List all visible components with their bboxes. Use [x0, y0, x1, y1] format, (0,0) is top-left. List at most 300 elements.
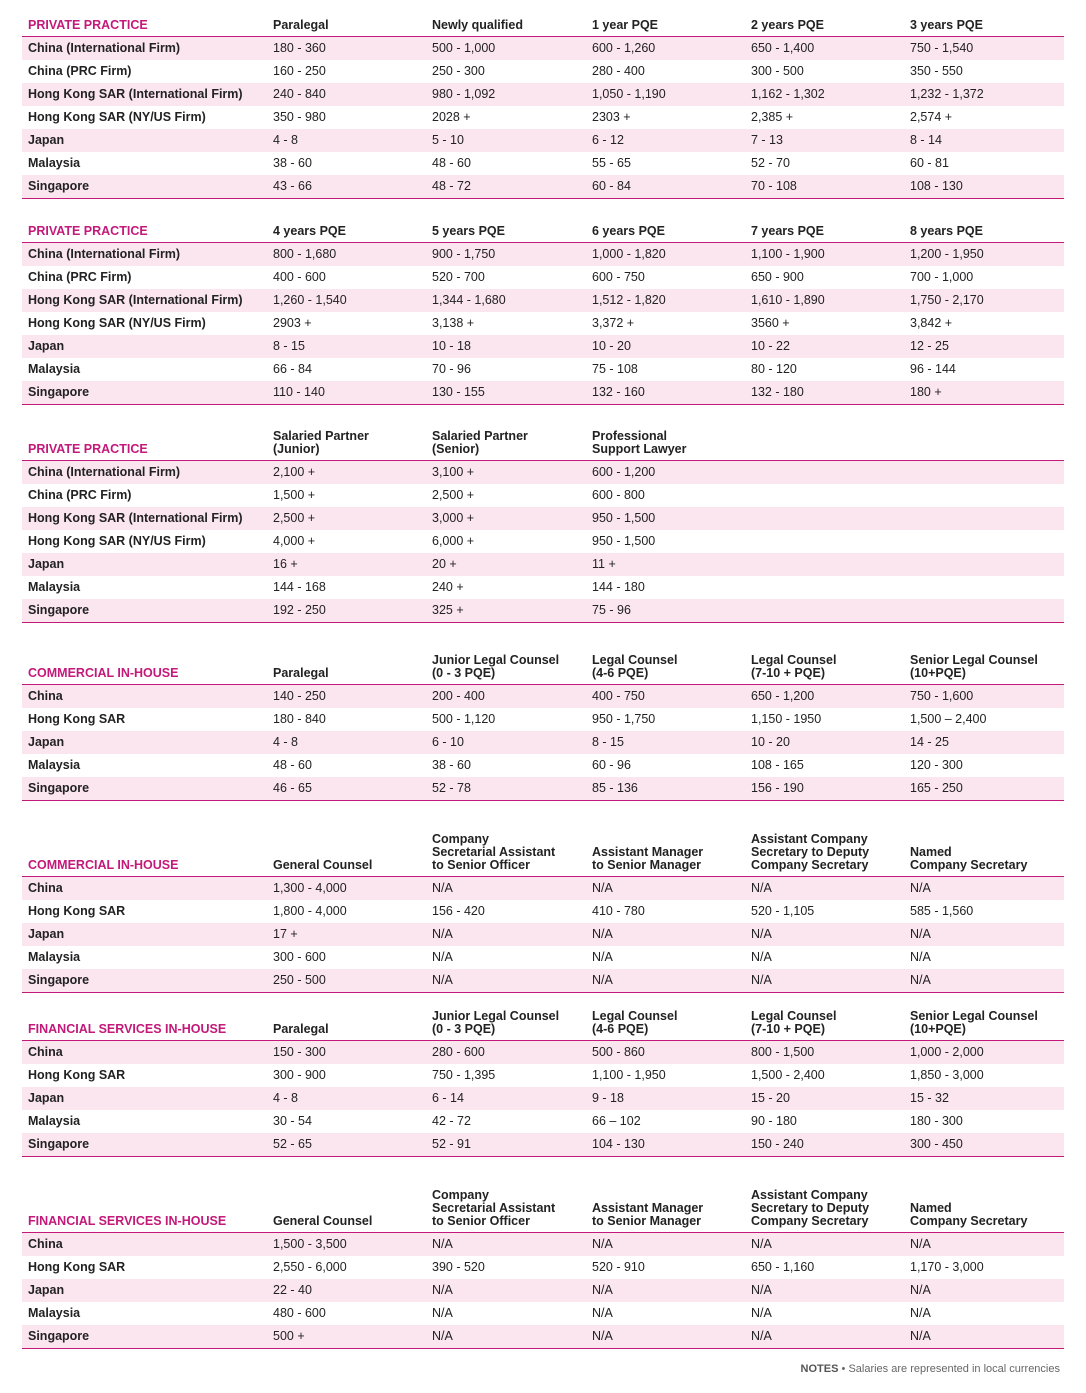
salary-cell: 14 - 25 — [910, 735, 949, 749]
row-label: Japan — [28, 1283, 65, 1297]
table-row-singapore — [22, 1133, 1064, 1156]
table-row-japan — [22, 335, 1064, 358]
salary-cell: 1,500 - 3,500 — [273, 1237, 347, 1251]
salary-cell: 15 - 32 — [910, 1091, 949, 1105]
column-header: Salaried Partner (Junior) — [273, 429, 369, 456]
salary-cell: 6 - 12 — [592, 133, 624, 147]
salary-cell: 400 - 600 — [273, 270, 326, 284]
notes-label: NOTES — [800, 1363, 839, 1375]
column-header: General Counsel — [273, 1214, 373, 1228]
row-label: Japan — [28, 735, 65, 749]
salary-cell: 1,500 - 2,400 — [751, 1068, 825, 1082]
salary-cell: 8 - 14 — [910, 133, 942, 147]
salary-cell: 240 + — [432, 580, 464, 594]
salary-cell: 600 - 750 — [592, 270, 645, 284]
row-label: Singapore — [28, 1329, 90, 1343]
table-header — [22, 648, 1064, 685]
salary-cell: 160 - 250 — [273, 64, 326, 78]
row-label: Hong Kong SAR — [28, 904, 126, 918]
row-label: Malaysia — [28, 362, 81, 376]
salary-cell: 48 - 72 — [432, 179, 471, 193]
salary-cell: N/A — [751, 973, 772, 987]
salary-cell: 10 - 22 — [751, 339, 790, 353]
salary-cell: 110 - 140 — [273, 385, 325, 399]
table-bottom-rule — [22, 800, 1064, 801]
column-header: 6 years PQE — [592, 224, 665, 238]
column-header: Paralegal — [273, 1022, 329, 1036]
salary-cell: N/A — [592, 973, 613, 987]
salary-cell: 55 - 65 — [592, 156, 631, 170]
table-row-singapore — [22, 599, 1064, 622]
salary-cell: 8 - 15 — [273, 339, 305, 353]
column-header: Paralegal — [273, 18, 329, 32]
row-label: Japan — [28, 557, 65, 571]
salary-cell: N/A — [910, 1237, 931, 1251]
salary-cell: 950 - 1,750 — [592, 712, 656, 726]
row-label: Singapore — [28, 179, 90, 193]
salary-cell: N/A — [432, 927, 453, 941]
column-header: 2 years PQE — [751, 18, 824, 32]
salary-cell: 4 - 8 — [273, 735, 299, 749]
salary-cell: 280 - 600 — [432, 1045, 485, 1059]
table-header — [22, 1180, 1064, 1233]
salary-cell: 150 - 240 — [751, 1137, 804, 1151]
salary-cell: 1,100 - 1,900 — [751, 247, 825, 261]
salary-cell: N/A — [751, 1283, 772, 1297]
row-label: Singapore — [28, 1137, 90, 1151]
row-label: Malaysia — [28, 758, 81, 772]
section-title: PRIVATE PRACTICE — [28, 18, 148, 32]
table-header — [22, 824, 1064, 877]
salary-cell: 7 - 13 — [751, 133, 783, 147]
salary-cell: 300 - 900 — [273, 1068, 326, 1082]
salary-cell: 48 - 60 — [432, 156, 471, 170]
column-header: 5 years PQE — [432, 224, 505, 238]
table-row-china — [22, 1041, 1064, 1064]
row-label: Singapore — [28, 781, 90, 795]
table-row-malaysia — [22, 754, 1064, 777]
table-bottom-rule — [22, 1156, 1064, 1157]
salary-cell: 1,500 – 2,400 — [910, 712, 987, 726]
salary-cell: 750 - 1,540 — [910, 41, 974, 55]
salary-cell: N/A — [592, 881, 613, 895]
column-header: 7 years PQE — [751, 224, 824, 238]
salary-cell: 585 - 1,560 — [910, 904, 974, 918]
salary-cell: 75 - 96 — [592, 603, 631, 617]
row-label: Japan — [28, 927, 65, 941]
salary-cell: 750 - 1,600 — [910, 689, 974, 703]
salary-cell: 390 - 520 — [432, 1260, 485, 1274]
salary-cell: 144 - 180 — [592, 580, 645, 594]
salary-cell: 17 + — [273, 927, 298, 941]
table-row-japan — [22, 1087, 1064, 1110]
salary-cell: N/A — [751, 1329, 772, 1343]
column-header: Junior Legal Counsel (0 - 3 PQE) — [432, 653, 560, 680]
table-row-china-international-firm — [22, 243, 1064, 266]
salary-cell: 38 - 60 — [432, 758, 471, 772]
salary-cell: N/A — [432, 881, 453, 895]
salary-cell: N/A — [592, 950, 613, 964]
table-row-hong-kong-sar-international-firm — [22, 289, 1064, 312]
table-row-malaysia — [22, 1302, 1064, 1325]
table-row-hong-kong-sar — [22, 900, 1064, 923]
notes-text: Salaries are represented in local currencies — [848, 1363, 1060, 1375]
salary-cell: 200 - 400 — [432, 689, 485, 703]
table-header — [22, 12, 1064, 37]
salary-cell: 70 - 96 — [432, 362, 471, 376]
salary-cell: 700 - 1,000 — [910, 270, 974, 284]
salary-cell: 350 - 550 — [910, 64, 963, 78]
table-row-malaysia — [22, 358, 1064, 381]
salary-table-5 — [22, 824, 1064, 993]
salary-cell: 11 + — [592, 557, 616, 571]
row-label: Japan — [28, 339, 65, 353]
salary-cell: 3,842 + — [910, 316, 953, 330]
column-header: Named Company Secretary — [910, 845, 1028, 872]
column-header: General Counsel — [273, 858, 373, 872]
salary-cell: 4,000 + — [273, 534, 316, 548]
salary-cell: 3,138 + — [432, 316, 475, 330]
row-label: Hong Kong SAR (International Firm) — [28, 87, 243, 101]
salary-cell: 300 - 450 — [910, 1137, 963, 1151]
salary-cell: 950 - 1,500 — [592, 534, 656, 548]
column-header: Company Secretarial Assistant to Senior Officer — [432, 832, 556, 872]
salary-cell: 8 - 15 — [592, 735, 624, 749]
salary-cell: 80 - 120 — [751, 362, 797, 376]
column-header: Assistant Company Secretary to Deputy Company Secretary — [751, 832, 870, 872]
salary-cell: 70 - 108 — [751, 179, 797, 193]
salary-cell: 1,050 - 1,190 — [592, 87, 666, 101]
salary-cell: 120 - 300 — [910, 758, 963, 772]
salary-cell: 10 - 18 — [432, 339, 471, 353]
column-header: Legal Counsel (4-6 PQE) — [592, 1009, 678, 1036]
salary-cell: 1,162 - 1,302 — [751, 87, 825, 101]
table-row-singapore — [22, 175, 1064, 198]
table-row-hong-kong-sar-international-firm — [22, 507, 1064, 530]
salary-cell: 42 - 72 — [432, 1114, 471, 1128]
salary-cell: N/A — [432, 1283, 453, 1297]
salary-cell: 1,000 - 2,000 — [910, 1045, 984, 1059]
row-label: China — [28, 1045, 63, 1059]
table-bottom-rule — [22, 1348, 1064, 1349]
row-label: Malaysia — [28, 950, 81, 964]
row-label: Japan — [28, 1091, 65, 1105]
column-header: Senior Legal Counsel (10+PQE) — [910, 1009, 1038, 1036]
salary-table-2 — [22, 218, 1064, 405]
salary-cell: 650 - 900 — [751, 270, 804, 284]
table-bottom-rule — [22, 198, 1064, 199]
column-header: Legal Counsel (4-6 PQE) — [592, 653, 678, 680]
column-header: Paralegal — [273, 666, 329, 680]
table-row-singapore — [22, 969, 1064, 992]
salary-cell: 52 - 65 — [273, 1137, 312, 1151]
column-header: Senior Legal Counsel (10+PQE) — [910, 653, 1038, 680]
salary-cell: 150 - 300 — [273, 1045, 326, 1059]
salary-cell: N/A — [432, 973, 453, 987]
salary-cell: 2,385 + — [751, 110, 794, 124]
salary-cell: 1,512 - 1,820 — [592, 293, 666, 307]
salary-cell: 6 - 10 — [432, 735, 464, 749]
salary-cell: 16 + — [273, 557, 298, 571]
salary-cell: 500 + — [273, 1329, 305, 1343]
salary-cell: 1,170 - 3,000 — [910, 1260, 984, 1274]
salary-cell: N/A — [432, 1306, 453, 1320]
salary-cell: 2,574 + — [910, 110, 953, 124]
table-row-singapore — [22, 1325, 1064, 1348]
salary-cell: 2303 + — [592, 110, 631, 124]
salary-cell: 48 - 60 — [273, 758, 312, 772]
salary-cell: 52 - 91 — [432, 1137, 471, 1151]
salary-cell: 400 - 750 — [592, 689, 645, 703]
salary-cell: 1,150 - 1950 — [751, 712, 822, 726]
salary-cell: 650 - 1,400 — [751, 41, 815, 55]
salary-cell: 4 - 8 — [273, 1091, 299, 1105]
table-row-japan — [22, 731, 1064, 754]
table-row-singapore — [22, 381, 1064, 404]
salary-cell: 85 - 136 — [592, 781, 638, 795]
salary-cell: N/A — [592, 1306, 613, 1320]
column-header: 3 years PQE — [910, 18, 983, 32]
row-label: Hong Kong SAR (NY/US Firm) — [28, 534, 206, 548]
salary-cell: 900 - 1,750 — [432, 247, 496, 261]
table-row-japan — [22, 129, 1064, 152]
salary-cell: 1,610 - 1,890 — [751, 293, 825, 307]
salary-cell: 3,000 + — [432, 511, 475, 525]
row-label: Malaysia — [28, 580, 81, 594]
table-row-china — [22, 1233, 1064, 1256]
salary-cell: 1,300 - 4,000 — [273, 881, 347, 895]
salary-cell: 9 - 18 — [592, 1091, 624, 1105]
salary-cell: 300 - 600 — [273, 950, 326, 964]
section-title: FINANCIAL SERVICES IN-HOUSE — [28, 1022, 227, 1036]
salary-cell: 52 - 70 — [751, 156, 790, 170]
salary-cell: 1,850 - 3,000 — [910, 1068, 984, 1082]
row-label: Hong Kong SAR (International Firm) — [28, 511, 243, 525]
salary-cell: 2,500 + — [432, 488, 475, 502]
salary-cell: 180 + — [910, 385, 942, 399]
table-row-japan — [22, 1279, 1064, 1302]
salary-cell: 980 - 1,092 — [432, 87, 496, 101]
salary-cell: 520 - 1,105 — [751, 904, 815, 918]
section-title: PRIVATE PRACTICE — [28, 442, 148, 456]
salary-cell: 1,260 - 1,540 — [273, 293, 347, 307]
salary-cell: 156 - 420 — [432, 904, 485, 918]
table-row-malaysia — [22, 576, 1064, 599]
salary-cell: N/A — [910, 881, 931, 895]
salary-cell: 600 - 1,260 — [592, 41, 656, 55]
salary-cell: N/A — [432, 1237, 453, 1251]
salary-cell: 180 - 300 — [910, 1114, 963, 1128]
salary-cell: 3,372 + — [592, 316, 635, 330]
salary-cell: N/A — [592, 1329, 613, 1343]
row-label: China (International Firm) — [28, 247, 181, 261]
salary-cell: 132 - 160 — [592, 385, 645, 399]
salary-cell: N/A — [910, 973, 931, 987]
salary-cell: N/A — [910, 950, 931, 964]
salary-cell: 156 - 190 — [751, 781, 804, 795]
row-label: China (International Firm) — [28, 465, 181, 479]
salary-cell: 46 - 65 — [273, 781, 312, 795]
salary-cell: 2,500 + — [273, 511, 316, 525]
table-row-hong-kong-sar — [22, 1256, 1064, 1279]
salary-cell: 43 - 66 — [273, 179, 312, 193]
salary-cell: 165 - 250 — [910, 781, 963, 795]
salary-table-1 — [22, 12, 1064, 199]
salary-cell: 96 - 144 — [910, 362, 956, 376]
row-label: Singapore — [28, 603, 90, 617]
row-label: Japan — [28, 133, 65, 147]
salary-cell: 1,800 - 4,000 — [273, 904, 347, 918]
row-label: Hong Kong SAR (NY/US Firm) — [28, 316, 206, 330]
row-label: China (PRC Firm) — [28, 270, 132, 284]
salary-cell: N/A — [592, 927, 613, 941]
table-row-hong-kong-sar — [22, 1064, 1064, 1087]
column-header: Named Company Secretary — [910, 1201, 1028, 1228]
salary-cell: 3560 + — [751, 316, 790, 330]
salary-cell: 410 - 780 — [592, 904, 645, 918]
salary-cell: N/A — [910, 1329, 931, 1343]
salary-cell: 2,550 - 6,000 — [273, 1260, 347, 1274]
salary-cell: 90 - 180 — [751, 1114, 797, 1128]
salary-cell: 20 + — [432, 557, 457, 571]
table-row-japan — [22, 923, 1064, 946]
column-header: Legal Counsel (7-10 + PQE) — [751, 1009, 837, 1036]
table-header — [22, 1004, 1064, 1041]
salary-table-3 — [22, 424, 1064, 623]
salary-cell: 1,750 - 2,170 — [910, 293, 984, 307]
salary-cell: 650 - 1,160 — [751, 1260, 815, 1274]
table-bottom-rule — [22, 404, 1064, 405]
section-title: COMMERCIAL IN-HOUSE — [28, 858, 179, 872]
table-row-hong-kong-sar-ny-us-firm — [22, 106, 1064, 129]
table-bottom-rule — [22, 992, 1064, 993]
salary-cell: 6 - 14 — [432, 1091, 464, 1105]
row-label: Hong Kong SAR (NY/US Firm) — [28, 110, 206, 124]
table-row-hong-kong-sar-ny-us-firm — [22, 312, 1064, 335]
table-bottom-rule — [22, 622, 1064, 623]
salary-cell: 15 - 20 — [751, 1091, 790, 1105]
table-row-malaysia — [22, 1110, 1064, 1133]
salary-cell: 750 - 1,395 — [432, 1068, 496, 1082]
salary-cell: 5 - 10 — [432, 133, 464, 147]
salary-cell: 66 – 102 — [592, 1114, 641, 1128]
salary-cell: 250 - 300 — [432, 64, 485, 78]
column-header: Salaried Partner (Senior) — [432, 429, 528, 456]
notes — [801, 1363, 1060, 1375]
salary-cell: 12 - 25 — [910, 339, 949, 353]
column-header: Assistant Manager to Senior Manager — [592, 1201, 704, 1228]
table-row-hong-kong-sar-international-firm — [22, 83, 1064, 106]
row-label: China (PRC Firm) — [28, 64, 132, 78]
salary-table-6 — [22, 1004, 1064, 1157]
row-label: Singapore — [28, 973, 90, 987]
salary-cell: 650 - 1,200 — [751, 689, 815, 703]
salary-cell: 66 - 84 — [273, 362, 312, 376]
salary-cell: 108 - 130 — [910, 179, 963, 193]
table-row-hong-kong-sar-ny-us-firm — [22, 530, 1064, 553]
salary-cell: 6,000 + — [432, 534, 475, 548]
salary-cell: 104 - 130 — [592, 1137, 645, 1151]
table-header — [22, 218, 1064, 243]
salary-cell: 2028 + — [432, 110, 471, 124]
salary-cell: N/A — [910, 1306, 931, 1320]
column-header: Assistant Company Secretary to Deputy Company Secretary — [751, 1188, 870, 1228]
salary-cell: 60 - 84 — [592, 179, 631, 193]
column-header: Junior Legal Counsel (0 - 3 PQE) — [432, 1009, 560, 1036]
salary-cell: 950 - 1,500 — [592, 511, 656, 525]
salary-cell: 132 - 180 — [751, 385, 804, 399]
salary-cell: 500 - 1,120 — [432, 712, 496, 726]
section-title: FINANCIAL SERVICES IN-HOUSE — [28, 1214, 227, 1228]
column-header: Newly qualified — [432, 18, 523, 32]
salary-table-7 — [22, 1180, 1064, 1349]
table-row-china — [22, 685, 1064, 708]
column-header: 8 years PQE — [910, 224, 983, 238]
salary-cell: 180 - 840 — [273, 712, 326, 726]
salary-cell: N/A — [432, 950, 453, 964]
salary-cell: 38 - 60 — [273, 156, 312, 170]
table-header — [22, 424, 1064, 461]
salary-cell: N/A — [751, 927, 772, 941]
salary-cell: 1,232 - 1,372 — [910, 87, 984, 101]
salary-cell: 2,100 + — [273, 465, 316, 479]
section-title: PRIVATE PRACTICE — [28, 224, 148, 238]
salary-cell: N/A — [910, 927, 931, 941]
row-label: Singapore — [28, 385, 90, 399]
salary-cell: 10 - 20 — [751, 735, 790, 749]
salary-cell: 2903 + — [273, 316, 312, 330]
salary-cell: 140 - 250 — [273, 689, 326, 703]
salary-cell: 144 - 168 — [273, 580, 326, 594]
salary-cell: N/A — [592, 1283, 613, 1297]
column-header: 1 year PQE — [592, 18, 659, 32]
salary-cell: N/A — [751, 1237, 772, 1251]
salary-cell: 300 - 500 — [751, 64, 804, 78]
section-title: COMMERCIAL IN-HOUSE — [28, 666, 179, 680]
row-label: Hong Kong SAR (International Firm) — [28, 293, 243, 307]
salary-cell: 52 - 78 — [432, 781, 471, 795]
salary-cell: 350 - 980 — [273, 110, 326, 124]
table-row-singapore — [22, 777, 1064, 800]
table-row-china-international-firm — [22, 461, 1064, 484]
salary-cell: N/A — [751, 1306, 772, 1320]
table-row-china-international-firm — [22, 37, 1064, 60]
salary-cell: 600 - 1,200 — [592, 465, 656, 479]
notes-separator: • — [841, 1363, 846, 1375]
salary-cell: 60 - 96 — [592, 758, 631, 772]
table-row-japan — [22, 553, 1064, 576]
salary-cell: 10 - 20 — [592, 339, 631, 353]
salary-cell: 325 + — [432, 603, 464, 617]
table-row-china-prc-firm — [22, 60, 1064, 83]
salary-cell: 800 - 1,500 — [751, 1045, 815, 1059]
salary-cell: 500 - 860 — [592, 1045, 645, 1059]
salary-cell: N/A — [910, 1283, 931, 1297]
salary-cell: 520 - 910 — [592, 1260, 645, 1274]
table-row-china-prc-firm — [22, 484, 1064, 507]
salary-cell: 1,344 - 1,680 — [432, 293, 506, 307]
salary-cell: 1,100 - 1,950 — [592, 1068, 666, 1082]
table-row-malaysia — [22, 946, 1064, 969]
salary-cell: 1,000 - 1,820 — [592, 247, 666, 261]
row-label: China (International Firm) — [28, 41, 181, 55]
salary-cell: 3,100 + — [432, 465, 475, 479]
row-label: China — [28, 1237, 63, 1251]
table-row-china — [22, 877, 1064, 900]
column-header: Assistant Manager to Senior Manager — [592, 845, 704, 872]
salary-cell: 108 - 165 — [751, 758, 804, 772]
salary-cell: N/A — [432, 1329, 453, 1343]
